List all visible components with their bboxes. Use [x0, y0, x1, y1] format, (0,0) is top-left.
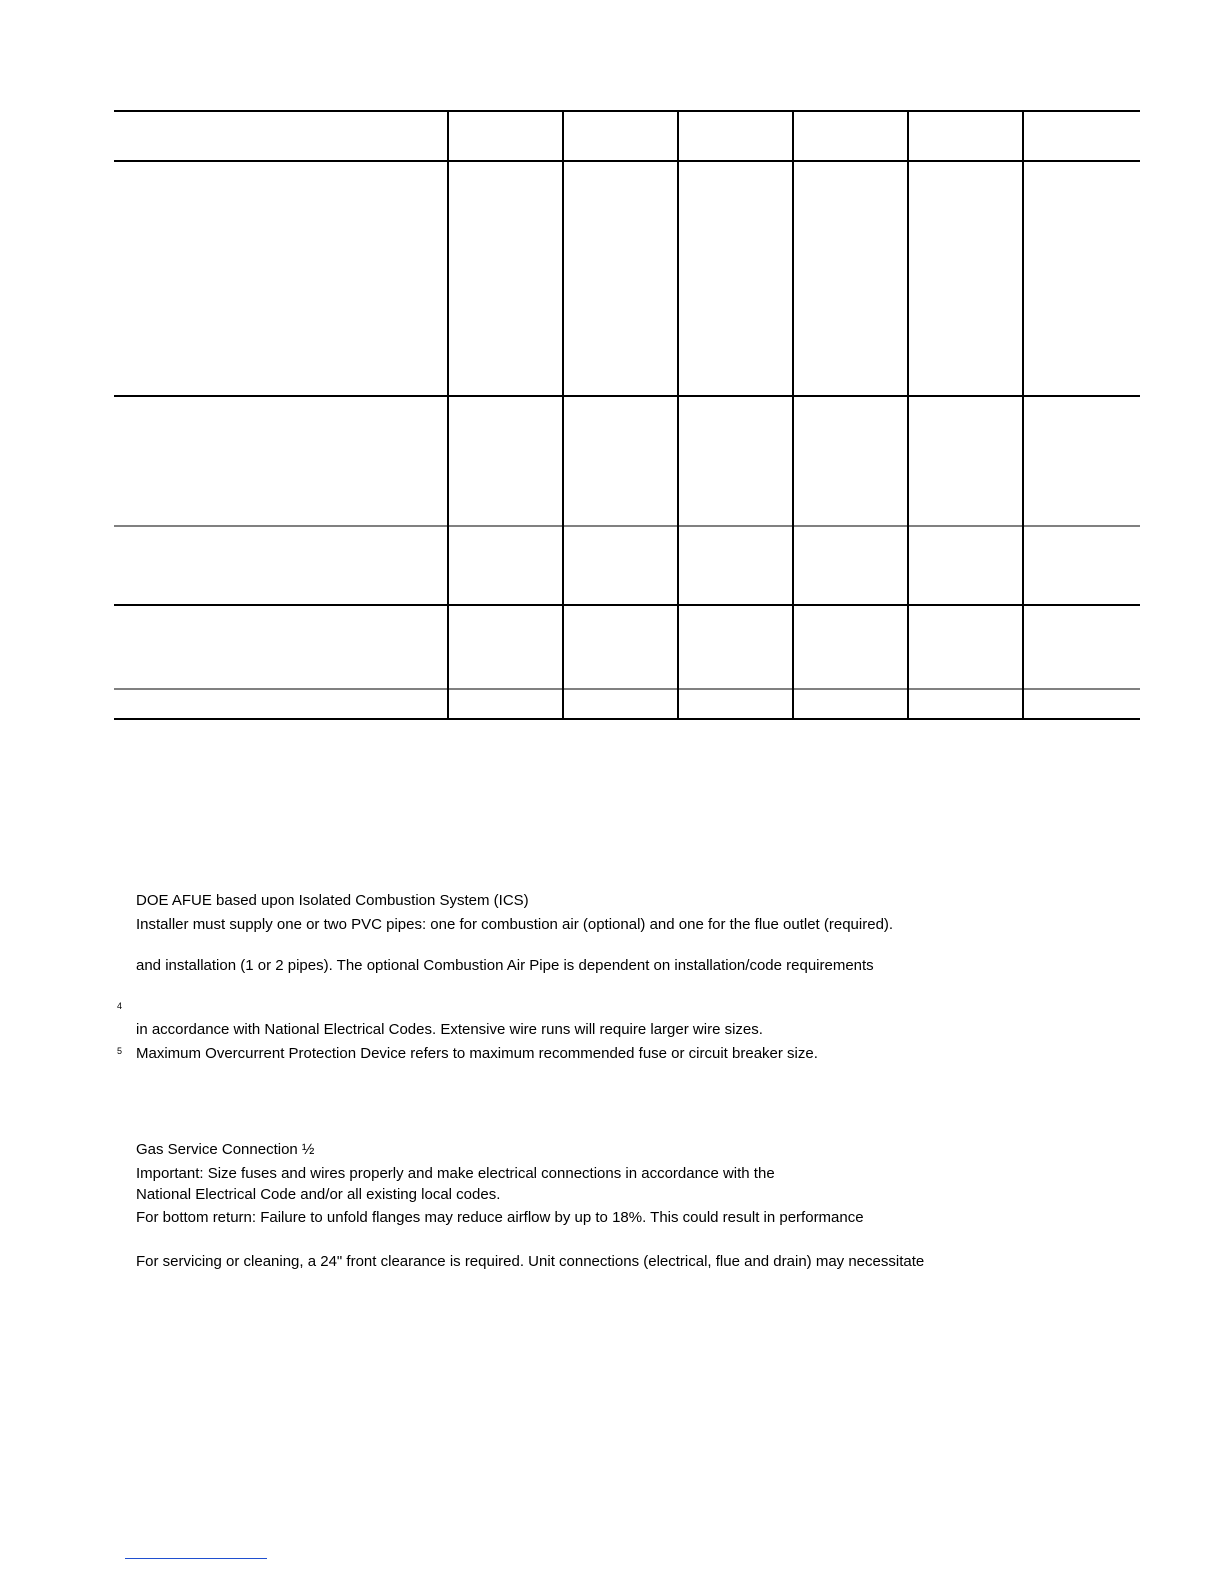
footnote-separator-link[interactable]	[125, 1558, 267, 1559]
note-servicing: For servicing or cleaning, a 24" front clearance is required. Unit connections (electrical, flue and drain) may necessitate	[136, 1253, 925, 1270]
note-gas-connection: Gas Service Connection ½	[136, 1141, 315, 1158]
footnote-installation: and installation (1 or 2 pipes). The optional Combustion Air Pipe is dependent on installation/code requirements	[136, 957, 874, 974]
footnote-wire-sizes: in accordance with National Electrical Codes. Extensive wire runs will require larger wire sizes.	[136, 1021, 763, 1038]
footnote-overcurrent: Maximum Overcurrent Protection Device refers to maximum recommended fuse or circuit breaker size.	[136, 1045, 818, 1062]
footnote-marker-4: 4	[117, 1001, 123, 1011]
note-important-line-2: National Electrical Code and/or all existing local codes.	[136, 1186, 501, 1203]
footnote-pvc-pipes: Installer must supply one or two PVC pipes: one for combustion air (optional) and one for the flue outlet (required).	[136, 916, 894, 933]
footnote-afue: DOE AFUE based upon Isolated Combustion System (ICS)	[136, 892, 529, 909]
note-important-line-1: Important: Size fuses and wires properly and make electrical connections in accordance with the	[136, 1165, 775, 1182]
footnote-marker-5: 5	[117, 1046, 123, 1056]
note-bottom-return: For bottom return: Failure to unfold flanges may reduce airflow by up to 18%. This could result in performance	[136, 1209, 864, 1226]
